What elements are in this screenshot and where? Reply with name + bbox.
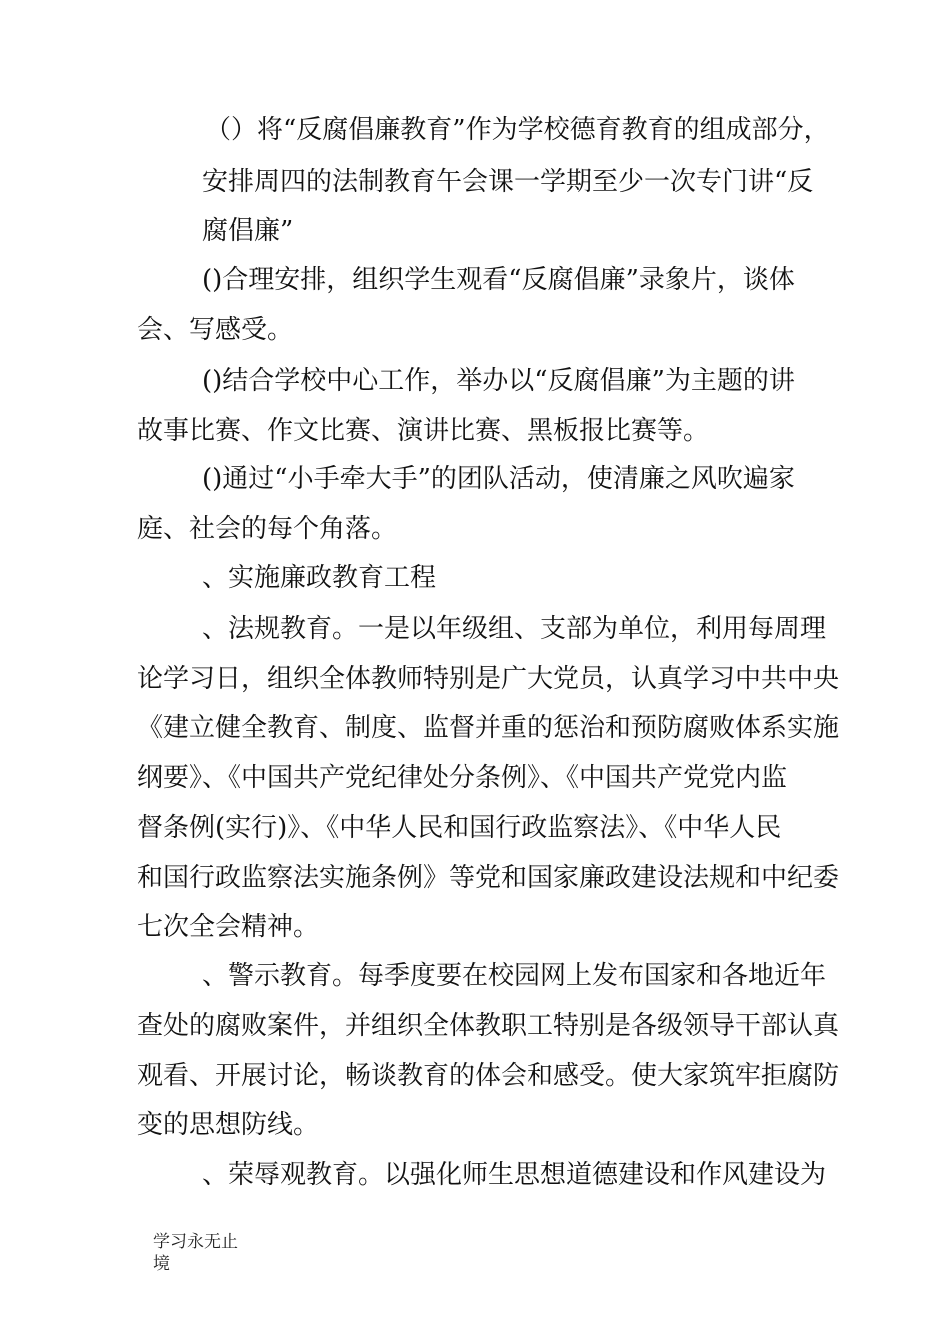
- text-line-20: 观看、开展讨论，畅谈教育的体会和感受。使大家筑牢拒腐防: [137, 1061, 840, 1091]
- text-line-1: （）将“反腐倡廉教育”作为学校德育教育的组成部分，: [205, 115, 830, 145]
- text-line-21: 变的思想防线。: [137, 1110, 320, 1140]
- text-line-2: 安排周四的法制教育午会课一学期至少一次专门讲“反: [202, 167, 814, 197]
- footer-line-2: 境: [153, 1254, 170, 1274]
- text-line-4: ()合理安排，组织学生观看“反腐倡廉”录象片，谈体: [202, 265, 795, 295]
- text-line-13: 《建立健全教育、制度、监督并重的惩治和预防腐败体系实施: [137, 713, 840, 743]
- text-line-6: ()结合学校中心工作，举办以“反腐倡廉”为主题的讲: [202, 366, 795, 396]
- text-line-8: ()通过“小手牵大手”的团队活动，使清廉之风吹遍家: [202, 464, 795, 494]
- text-line-7: 故事比赛、作文比赛、演讲比赛、黑板报比赛等。: [137, 416, 710, 446]
- text-line-5: 会、写感受。: [137, 315, 294, 345]
- text-line-19: 查处的腐败案件，并组织全体教职工特别是各级领导干部认真: [137, 1011, 840, 1041]
- text-line-12: 论学习日，组织全体教师特别是广大党员，认真学习中共中央: [137, 664, 840, 694]
- text-line-22: 、荣辱观教育。以强化师生思想道德建设和作风建设为: [202, 1160, 827, 1190]
- text-line-18: 、警示教育。每季度要在校园网上发布国家和各地近年: [202, 961, 827, 991]
- page-footer: [153, 1231, 263, 1275]
- footer-line-1: 学习永无止: [153, 1232, 238, 1252]
- text-line-17: 七次全会精神。: [137, 912, 320, 942]
- text-line-16: 和国行政监察法实施条例》等党和国家廉政建设法规和中纪委: [137, 863, 840, 893]
- text-line-9: 庭、社会的每个角落。: [137, 514, 398, 544]
- text-line-11: 、法规教育。一是以年级组、支部为单位，利用每周理: [202, 614, 827, 644]
- text-line-15: 督条例(实行)》、《中华人民和国行政监察法》、《中华人民: [137, 813, 782, 843]
- text-line-14: 纲要》、《中国共产党纪律处分条例》、《中国共产党党内监: [137, 763, 788, 793]
- section-heading: 、实施廉政教育工程: [202, 563, 437, 593]
- text-line-3: 腐倡廉”: [202, 216, 294, 246]
